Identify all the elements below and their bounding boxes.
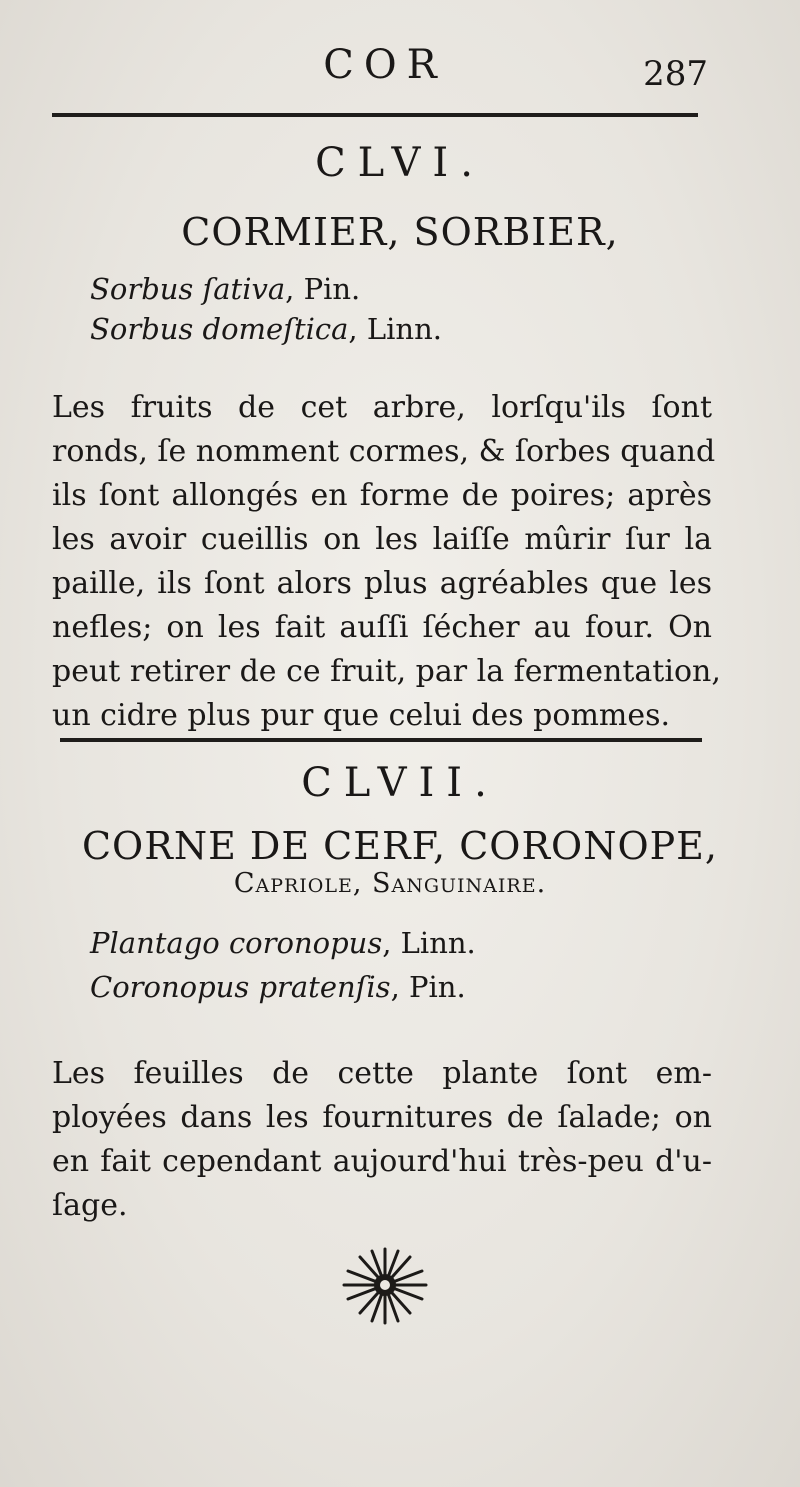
text-line: nefles; on les fait auſſi ſécher au four. On — [52, 610, 712, 645]
latin-name: Coronopus pratenſis — [90, 970, 391, 1004]
header-rule — [52, 113, 698, 117]
latin-name: Sorbus domeſtica — [90, 312, 349, 346]
text-line: paille, ils ſont alors plus agréables que les — [52, 566, 712, 601]
entry-paragraph — [52, 386, 721, 738]
text-line: Les fruits de cet arbre, lorſqu'ils ſont — [52, 390, 712, 425]
text-line: peut retirer de ce fruit, par la fermentation, — [52, 654, 721, 689]
page-number: 287 — [643, 54, 708, 94]
entry-title: CORNE DE CERF, CORONOPE, — [81, 824, 718, 868]
synonym-line — [90, 272, 360, 306]
text-line: Les feuilles de cette plante ſont em- — [52, 1056, 712, 1091]
text-line: ployées dans les fournitures de ſalade; on — [52, 1100, 712, 1135]
entry-number: CLVII. — [301, 760, 499, 806]
author-abbrev: , Pin. — [390, 970, 466, 1004]
entry-paragraph — [52, 1052, 712, 1228]
floral-tailpiece-icon — [340, 1245, 430, 1325]
section-rule — [60, 738, 702, 742]
text-line: les avoir cueillis on les laiſſe mûrir ſur la — [52, 522, 712, 557]
running-title: COR — [323, 42, 447, 88]
text-line: ſage. — [52, 1188, 128, 1223]
text-line: en fait cependant aujourd'hui très-peu d'u- — [52, 1144, 712, 1179]
entry-subtitle: Capriole, Sanguinaire. — [233, 868, 547, 899]
synonym-line — [90, 926, 476, 960]
synonym-line — [90, 970, 466, 1004]
synonym-line — [90, 312, 442, 346]
latin-name: Sorbus ſativa — [90, 272, 286, 306]
entry-number: CLVI. — [315, 140, 485, 186]
text-line: ils ſont allongés en forme de poires; après — [52, 478, 712, 513]
latin-name: Plantago coronopus — [90, 926, 383, 960]
entry-title: CORMIER, SORBIER, — [181, 210, 619, 254]
text-line: un cidre plus pur que celui des pommes. — [52, 698, 671, 733]
author-abbrev: , Pin. — [285, 272, 361, 306]
text-line: ronds, ſe nomment cormes, & ſorbes quand — [52, 434, 716, 469]
author-abbrev: , Linn. — [382, 926, 476, 960]
running-head — [0, 42, 800, 92]
author-abbrev: , Linn. — [348, 312, 442, 346]
